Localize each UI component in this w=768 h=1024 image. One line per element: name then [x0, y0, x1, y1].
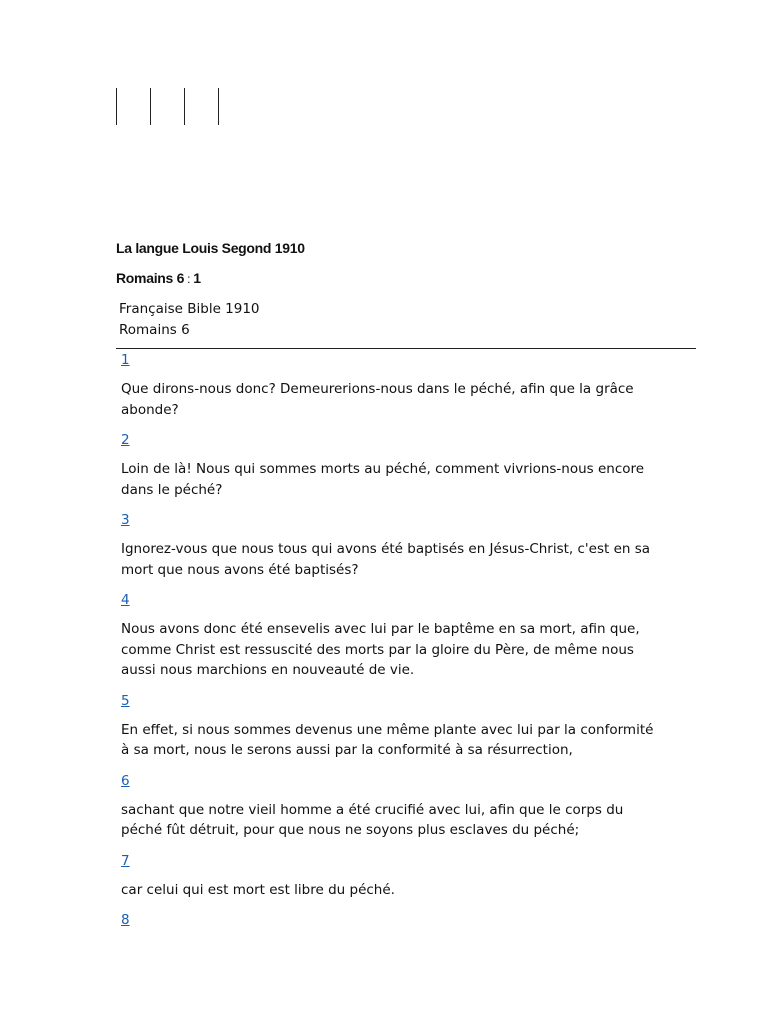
- separator-line: [150, 88, 151, 125]
- verse-item: [121, 850, 661, 901]
- separator-line: [184, 88, 185, 125]
- verse-number-link[interactable]: 7: [121, 852, 130, 869]
- reference-title: [116, 268, 696, 289]
- verse-number-link[interactable]: 4: [121, 592, 130, 608]
- verse-item: [121, 770, 661, 841]
- language-title: La langue Louis Segond 1910: [116, 240, 305, 256]
- verse-text: Nous avons donc été ensevelis avec lui par le baptême en sa mort, afin que, comme Christ est ressuscité des morts par la gloire du Père, de même nous aussi nous marchions en nouveauté de vie.: [121, 621, 640, 678]
- verse-number-link[interactable]: 5: [121, 692, 130, 709]
- verse-number-link[interactable]: 8: [121, 912, 130, 928]
- page-content: [116, 238, 696, 930]
- verse-list: [116, 349, 661, 930]
- verse-number-link[interactable]: 2: [121, 432, 130, 448]
- verse-text: sachant que notre vieil homme a été crucifié avec lui, afin que le corps du péché fût détruit, pour que nous ne soyons plus esclaves du péché;: [121, 801, 624, 838]
- reference-verse: 1: [193, 270, 201, 286]
- verse-item: [121, 429, 661, 500]
- verse-item: [121, 349, 661, 420]
- verse-text: Ignorez-vous que nous tous qui avons été baptisés en Jésus-Christ, c'est en sa mort que nous avons été baptisés?: [121, 541, 651, 578]
- bible-edition: Française Bible 1910: [119, 301, 260, 317]
- verse-item: [121, 909, 661, 930]
- separator-line: [218, 88, 219, 125]
- bible-header: [119, 299, 696, 341]
- verse-item: [121, 589, 661, 681]
- verse-item: [121, 690, 661, 761]
- bible-chapter: Romains 6: [119, 322, 190, 338]
- separator-line: [116, 88, 117, 125]
- verse-number-link[interactable]: 6: [121, 772, 130, 789]
- verse-item: [121, 509, 661, 580]
- verse-text: En effet, si nous sommes devenus une même plante avec lui par la conformité à sa mort, nous le serons aussi par la conformité à sa résurrection,: [121, 721, 654, 758]
- verse-number-link[interactable]: 1: [121, 352, 130, 368]
- verse-text: Loin de là! Nous qui sommes morts au péché, comment vivrions-nous encore dans le péché?: [121, 461, 645, 498]
- verse-number-link[interactable]: 3: [121, 512, 130, 528]
- verse-text: Que dirons-nous donc? Demeurerions-nous dans le péché, afin que la grâce abonde?: [121, 381, 634, 418]
- verse-text: car celui qui est mort est libre du péché.: [121, 881, 395, 898]
- reference-book: Romains 6: [116, 270, 185, 286]
- reference-separator: :: [184, 272, 194, 286]
